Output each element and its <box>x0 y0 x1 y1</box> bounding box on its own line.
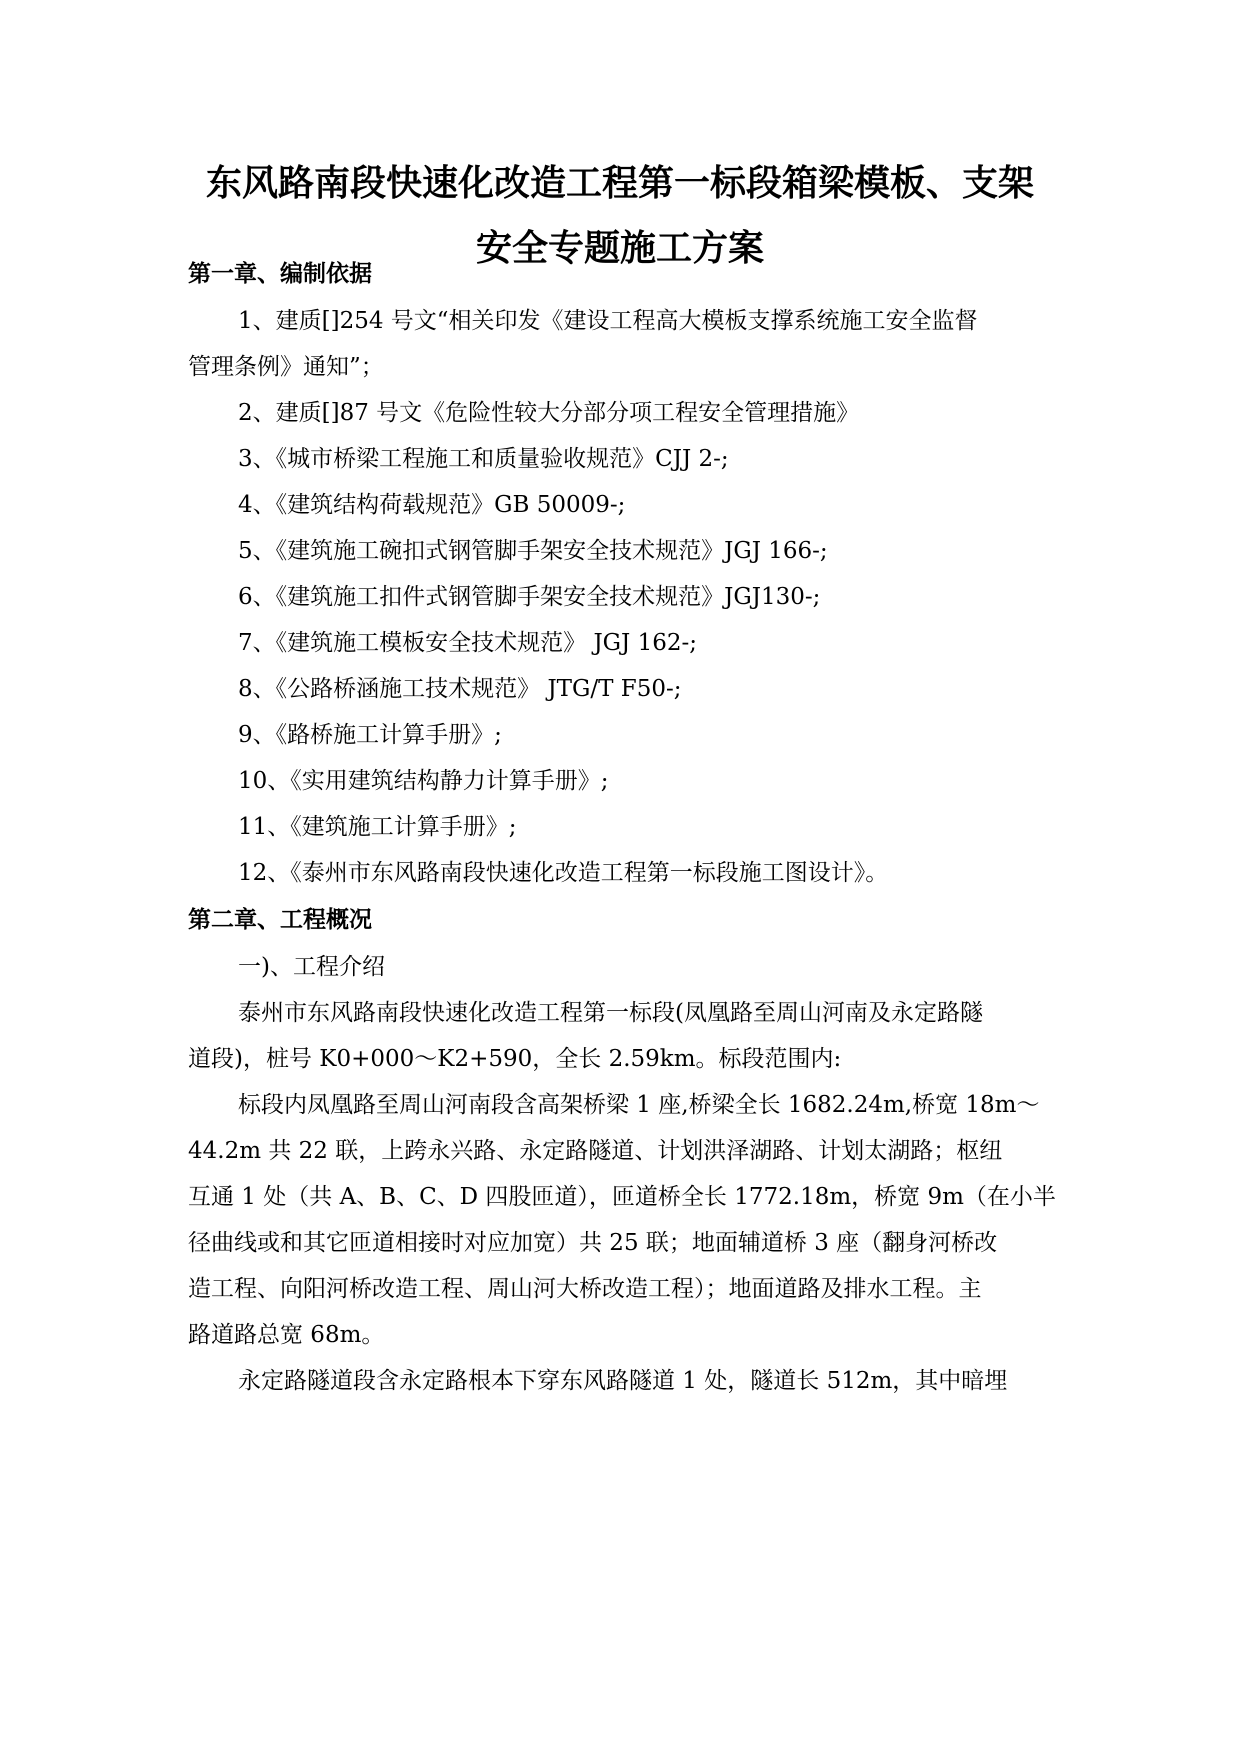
chapter-1-heading: 第一章、编制依据 <box>188 261 372 287</box>
paragraph-1-line-2: 道段)，桩号 K0+000～K2+590，全长 2.59km。标段范围内: <box>188 1046 842 1072</box>
paragraph-2-line-2: 44.2m 共 22 联，上跨永兴路、永定路隧道、计划洪泽湖路、计划太湖路；枢纽 <box>188 1138 1003 1164</box>
document-title-line-1: 东风路南段快速化改造工程第一标段箱梁模板、支架 <box>205 163 1034 204</box>
paragraph-2-line-5: 造工程、向阳河桥改造工程、周山河大桥改造工程）；地面道路及排水工程。主 <box>188 1276 982 1302</box>
paragraph-3-line-1: 永定路隧道段含永定路根本下穿东风路隧道 1 处，隧道长 512m，其中暗埋 <box>238 1368 1008 1394</box>
reference-item-4: 4、《建筑结构荷载规范》GB 50009-; <box>238 492 626 518</box>
reference-item-9: 9、《路桥施工计算手册》; <box>238 722 502 748</box>
reference-item-12: 12、《泰州市东风路南段快速化改造工程第一标段施工图设计》。 <box>238 860 889 886</box>
paragraph-2-line-1: 标段内凤凰路至周山河南段含高架桥梁 1 座,桥梁全长 1682.24m,桥宽 18m～ <box>238 1092 1040 1118</box>
section-1-subheading: 一)、工程介绍 <box>238 954 385 980</box>
paragraph-2-line-3: 互通 1 处（共 A、B、C、D 四股匝道），匝道桥全长 1772.18m，桥宽 9m（在小半 <box>188 1184 1056 1210</box>
reference-item-11: 11、《建筑施工计算手册》; <box>238 814 517 840</box>
paragraph-1-line-1: 泰州市东风路南段快速化改造工程第一标段(凤凰路至周山河南及永定路隧 <box>238 1000 983 1026</box>
reference-item-3: 3、《城市桥梁工程施工和质量验收规范》CJJ 2-; <box>238 446 729 472</box>
paragraph-2-line-6: 路道路总宽 68m。 <box>188 1322 385 1348</box>
paragraph-2-line-4: 径曲线或和其它匝道相接时对应加宽）共 25 联；地面辅道桥 3 座（翻身河桥改 <box>188 1230 998 1256</box>
reference-item-2: 2、建质[]87 号文《危险性较大分部分项工程安全管理措施》 <box>238 400 860 426</box>
reference-item-1: 1、建质[]254 号文“相关印发《建设工程高大模板支撑系统施工安全监督 <box>238 308 978 334</box>
document-title-line-2: 安全专题施工方案 <box>475 228 764 269</box>
reference-item-5: 5、《建筑施工碗扣式钢管脚手架安全技术规范》JGJ 166-; <box>238 538 828 564</box>
chapter-2-heading: 第二章、工程概况 <box>188 907 372 933</box>
reference-item-6: 6、《建筑施工扣件式钢管脚手架安全技术规范》JGJ130-; <box>238 584 821 610</box>
reference-item-7: 7、《建筑施工模板安全技术规范》 JGJ 162-; <box>238 630 697 656</box>
reference-item-10: 10、《实用建筑结构静力计算手册》; <box>238 768 609 794</box>
reference-item-8: 8、《公路桥涵施工技术规范》 JTG/T F50-; <box>238 676 682 702</box>
reference-item-1-continued: 管理条例》通知”； <box>188 354 384 380</box>
